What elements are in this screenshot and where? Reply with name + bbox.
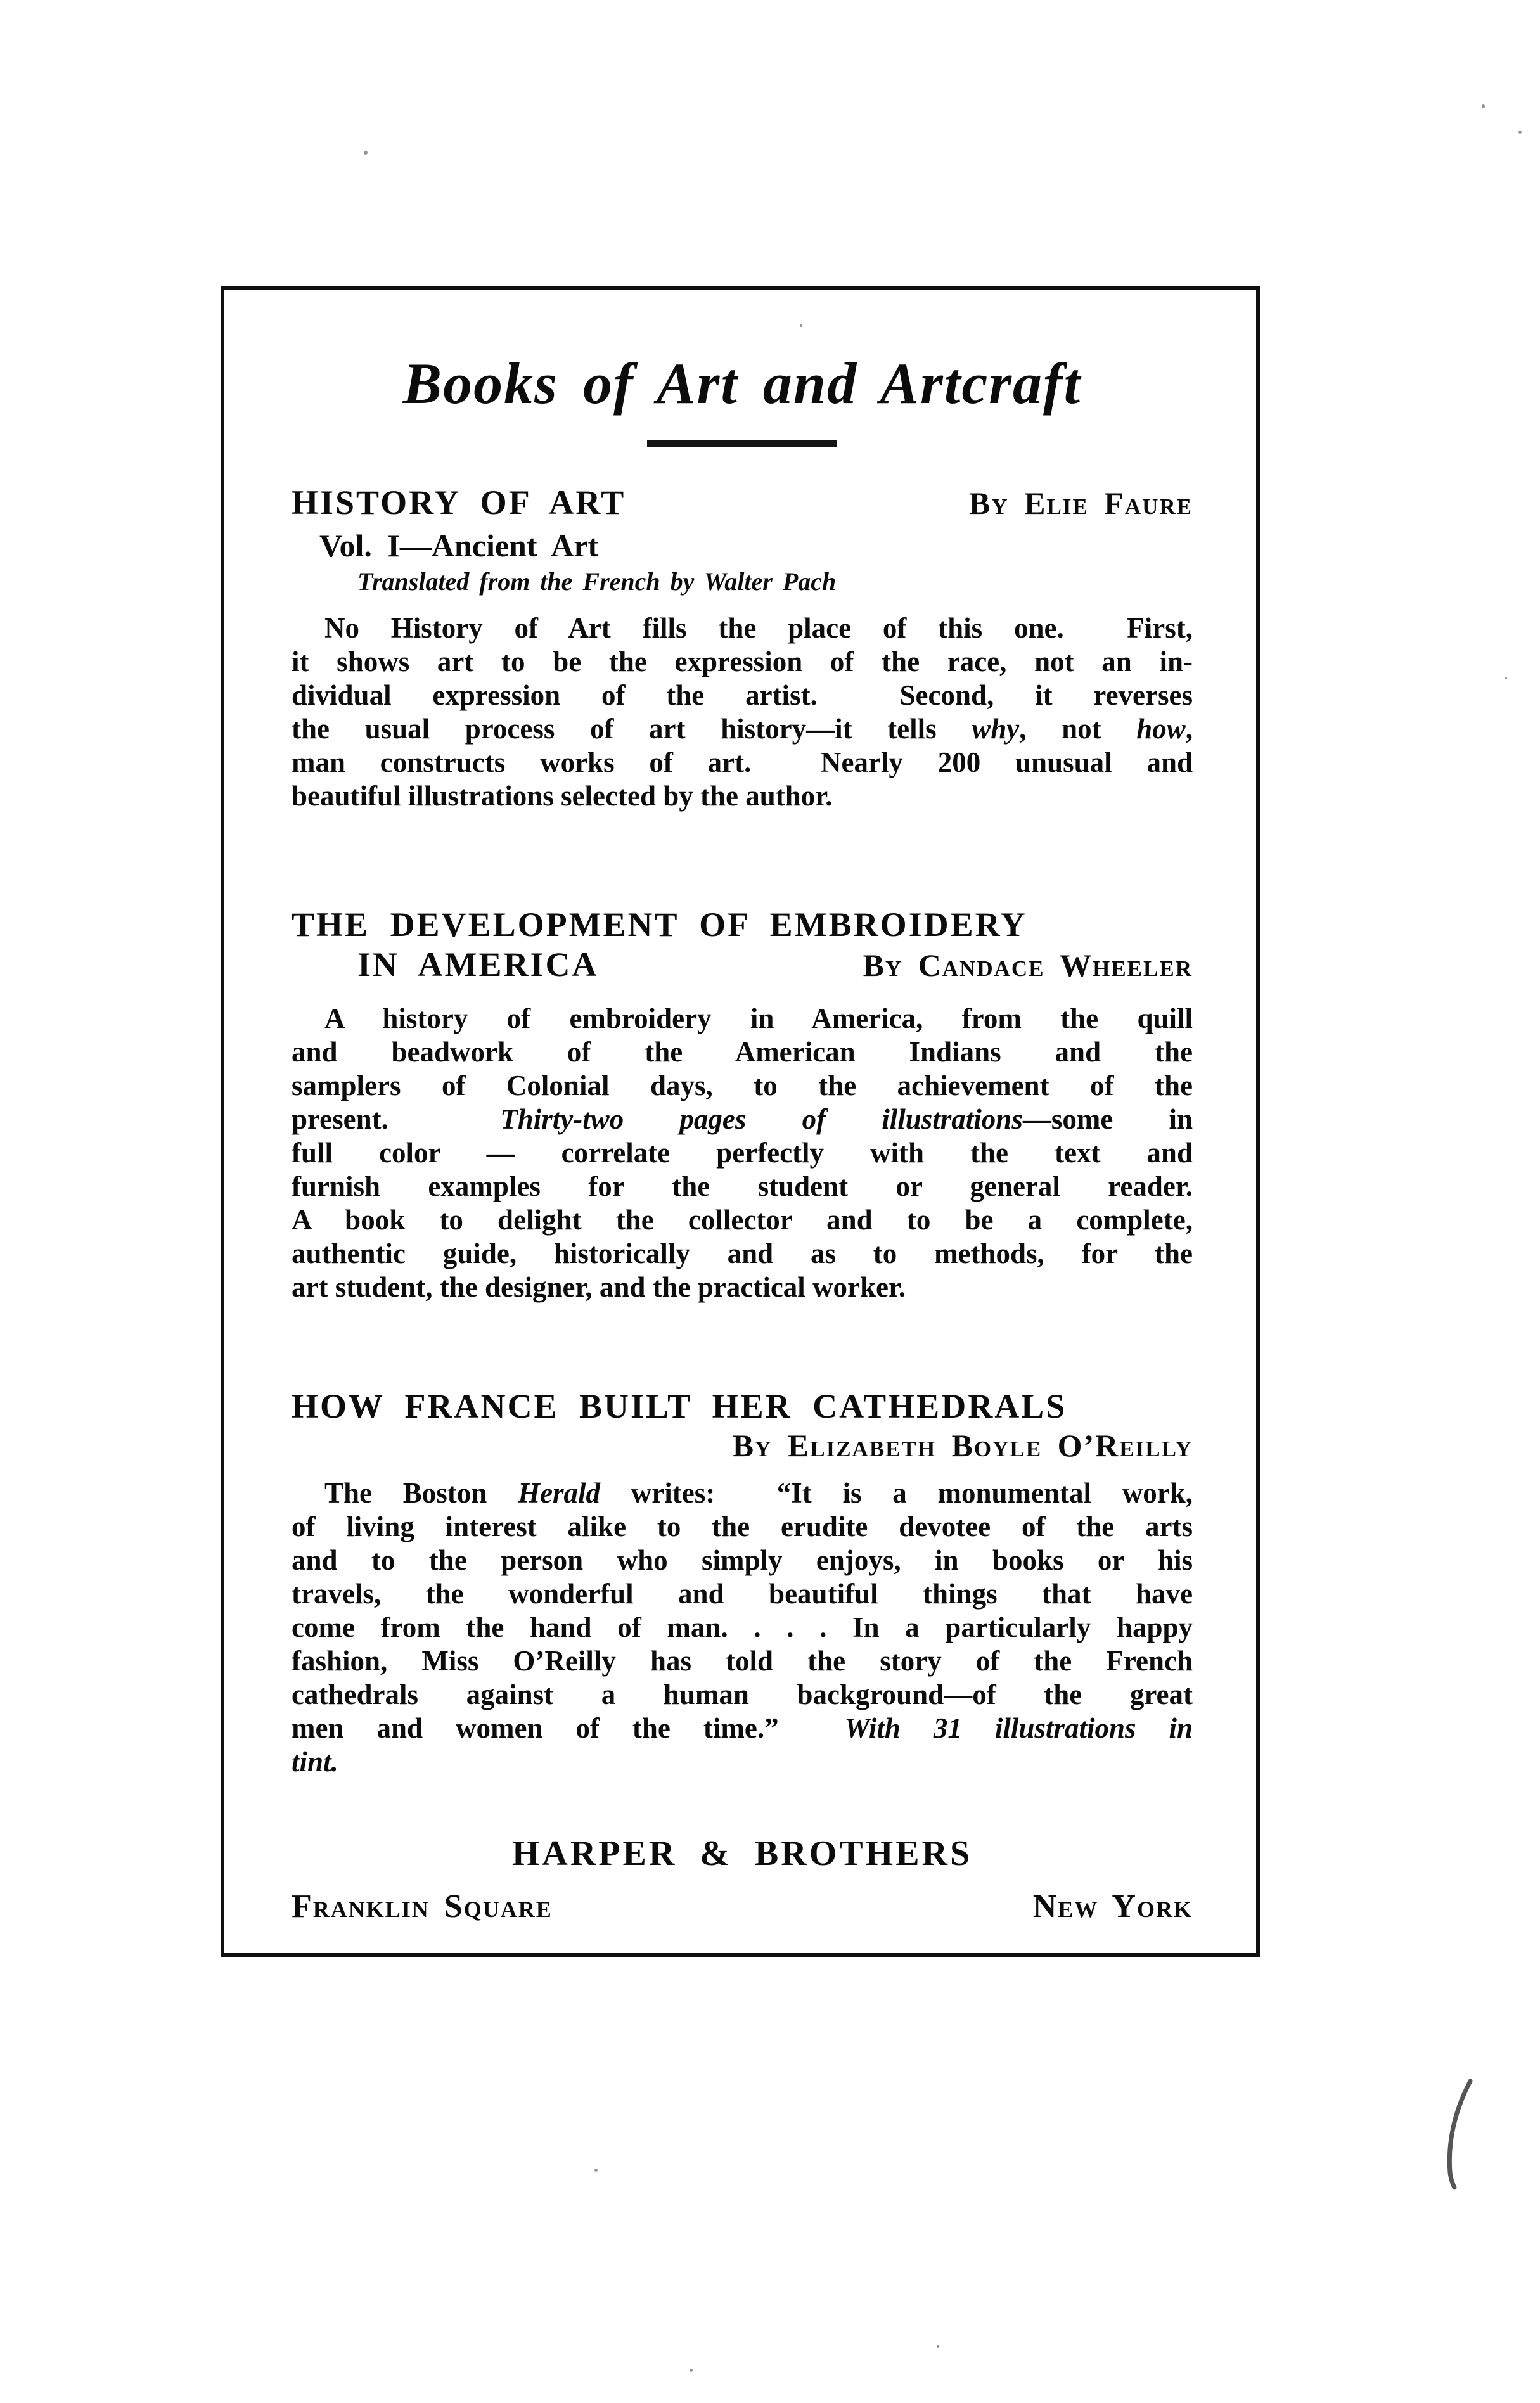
listing-title: HISTORY OF ART	[292, 484, 626, 522]
text-line: A history of embroidery in America, from the quill	[324, 1003, 1193, 1035]
listing-description	[292, 612, 1193, 813]
listing-heading-row	[292, 1427, 1193, 1464]
listing-title: HOW FRANCE BUILT HER CATHEDRALS	[292, 1387, 1067, 1426]
ink-speck	[800, 324, 802, 327]
text-line: of living interest alike to the erudite devotee of the arts	[292, 1510, 1193, 1542]
ink-speck	[1482, 104, 1485, 108]
text-line: travels, the wonderful and beautiful things that have	[292, 1577, 1193, 1610]
listing-description	[292, 1002, 1193, 1304]
publisher-city: New York	[1032, 1888, 1193, 1925]
text-line: full color — correlate perfectly with the text and	[292, 1137, 1193, 1169]
text-line: man constructs works of art. Nearly 200 unusual and	[292, 746, 1193, 778]
ink-speck	[937, 2345, 939, 2348]
text-line: tint.	[292, 1745, 338, 1778]
pen-mark	[1437, 2077, 1482, 2191]
text-line: it shows art to be the expression of the race, not an in-	[292, 645, 1193, 677]
ink-speck	[594, 2169, 598, 2172]
listing-title-line1: THE DEVELOPMENT OF EMBROIDERY	[292, 905, 1027, 944]
ink-speck	[1518, 131, 1522, 134]
text-line: men and women of the time.” With 31 illustrations in	[292, 1712, 1193, 1744]
text-line: fashion, Miss O’Reilly has told the story of the French	[292, 1644, 1193, 1677]
listing-embroidery-in-america	[292, 905, 1193, 1304]
advertisement-border-box	[221, 286, 1260, 1957]
ink-speck	[1505, 677, 1507, 679]
listing-history-of-art	[292, 483, 1193, 813]
text-line: A book to delight the collector and to be a complete,	[292, 1204, 1193, 1236]
listing-byline: By Elie Faure	[969, 485, 1193, 522]
text-line: beautiful illustrations selected by the author.	[292, 779, 833, 812]
title-divider-rule	[647, 440, 837, 447]
page-title: Books of Art and Artcraft	[402, 351, 1082, 416]
text-line: and beadwork of the American Indians and the	[292, 1036, 1193, 1068]
text-line: come from the hand of man. . . . In a particularly happy	[292, 1611, 1193, 1643]
ink-speck	[690, 2369, 693, 2372]
listing-subtitle: Vol. I—Ancient Art	[319, 527, 599, 563]
text-line: art student, the designer, and the practical worker.	[292, 1271, 906, 1304]
text-line: No History of Art fills the place of this one. First,	[324, 612, 1193, 644]
listing-byline: By Candace Wheeler	[863, 947, 1193, 984]
listing-byline: By Elizabeth Boyle O’Reilly	[732, 1427, 1193, 1463]
text-line: samplers of Colonial days, to the achievement of the	[292, 1070, 1193, 1102]
translation-note: Translated from the French by Walter Pach	[357, 567, 837, 596]
publisher-name: HARPER & BROTHERS	[511, 1833, 973, 1873]
text-line: dividual expression of the artist. Second, it reverses	[292, 679, 1193, 711]
publisher-address-row	[292, 1888, 1193, 1925]
text-line: the usual process of art history—it tells why, not how,	[292, 712, 1193, 745]
text-line: The Boston Herald writes: “It is a monumental work,	[324, 1477, 1193, 1509]
text-line: furnish examples for the student or general reader.	[292, 1170, 1193, 1203]
text-line: authentic guide, historically and as to methods, for the	[292, 1238, 1193, 1270]
text-line: cathedrals against a human background—of the great	[292, 1678, 1193, 1710]
listing-heading-row	[292, 483, 1193, 523]
text-line: and to the person who simply enjoys, in books or his	[292, 1544, 1193, 1576]
listing-title-line2: IN AMERICA	[357, 945, 599, 984]
listing-description	[292, 1477, 1193, 1779]
text-line: present. Thirty-two pages of illustrations—some in	[292, 1103, 1193, 1136]
publisher-address: Franklin Square	[292, 1888, 553, 1925]
listing-france-cathedrals	[292, 1387, 1193, 1779]
ink-speck	[364, 151, 368, 155]
listing-heading-row	[357, 945, 1193, 985]
